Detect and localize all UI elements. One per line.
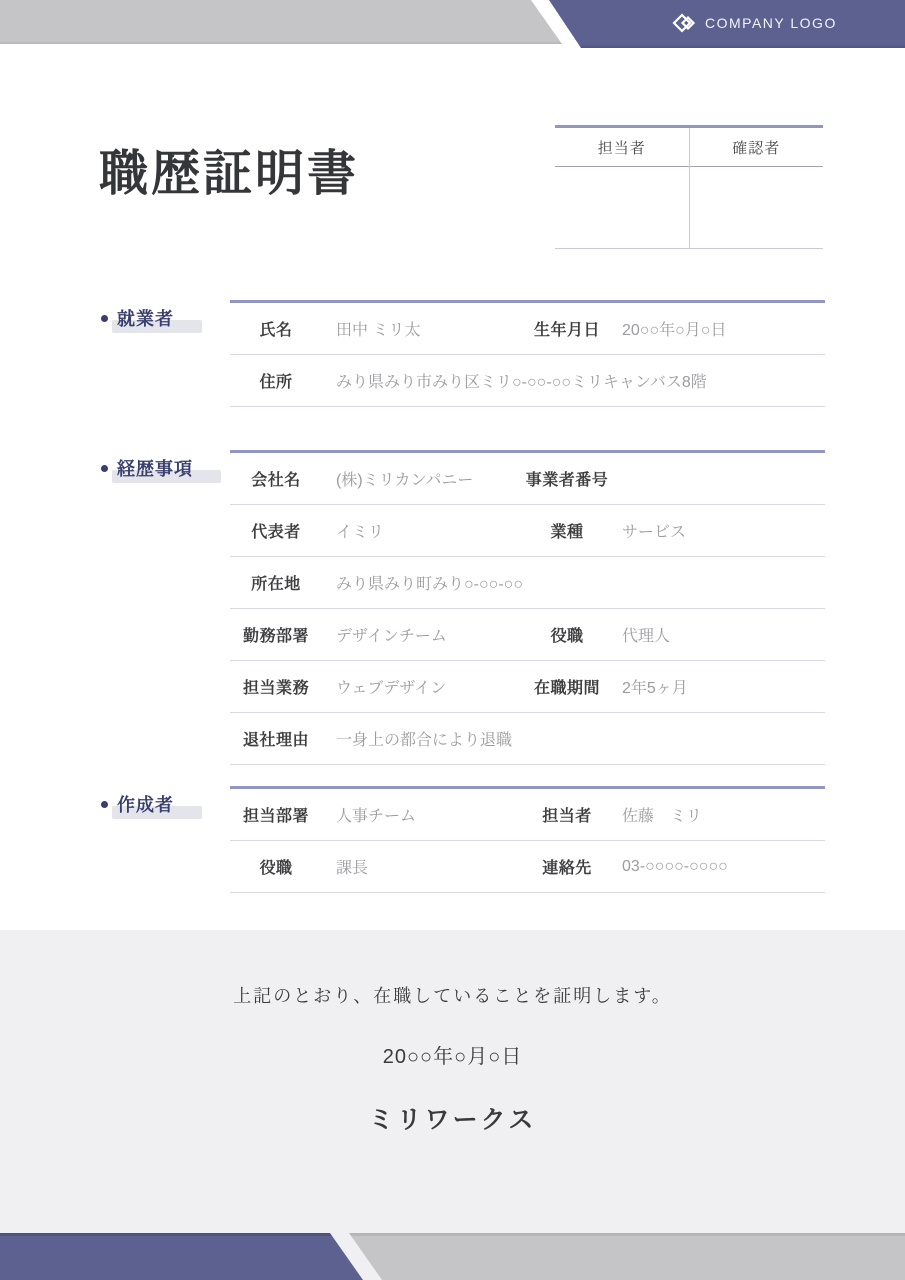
field-label: 勤務部署: [242, 628, 309, 645]
section-heading: [101, 305, 174, 331]
section-table: [230, 786, 825, 893]
field-label: 代表者: [251, 524, 301, 541]
field-value: 佐藤 ミリ: [622, 808, 703, 825]
table-row: [230, 609, 825, 661]
certification-date: 20○○年○月○日: [382, 1046, 523, 1068]
field-value: 代理人: [622, 628, 671, 645]
field-value: 課長: [336, 860, 369, 877]
bottom-decorative-bar: [0, 1233, 905, 1280]
field-label: 事業者番号: [525, 472, 609, 489]
top-decorative-bar: [0, 0, 905, 48]
approval-stamp-cell: [690, 167, 824, 248]
field-value: サービス: [622, 524, 687, 541]
bullet-icon: [101, 465, 108, 472]
issuing-company-name: ミリワークス: [368, 1106, 537, 1134]
certification-statement: 上記のとおり、在職していることを証明します。: [233, 986, 672, 1006]
field-label: 退社理由: [242, 732, 309, 749]
table-row: [230, 505, 825, 557]
field-label: 所在地: [251, 576, 301, 593]
field-label: 担当業務: [242, 680, 309, 697]
table-row: [230, 453, 825, 505]
company-logo: [672, 11, 837, 35]
field-value: イミリ: [336, 524, 385, 541]
field-value: デザインチーム: [336, 628, 447, 645]
field-label: 連絡先: [542, 860, 592, 877]
field-value: 20○○年○月○日: [622, 322, 727, 339]
field-label: 役職: [550, 628, 584, 645]
section-heading-label: 作成者: [117, 795, 174, 815]
table-row: [230, 841, 825, 893]
approval-column-tantousha: [555, 128, 689, 249]
field-value: 03-○○○○-○○○○: [622, 857, 728, 875]
field-label: 役職: [259, 860, 293, 877]
table-row: [230, 303, 825, 355]
field-label: 氏名: [259, 322, 293, 339]
section-table: [230, 450, 825, 765]
field-value: 田中 ミリ太: [336, 322, 421, 339]
table-row: [230, 557, 825, 609]
field-label: 在職期間: [533, 680, 600, 697]
field-value: 一身上の都合により退職: [336, 732, 513, 749]
diamond-logo-icon: [672, 11, 696, 35]
section-heading: [101, 791, 174, 817]
company-logo-text: COMPANY LOGO: [705, 15, 837, 31]
bullet-icon: [101, 315, 108, 322]
field-value: 2年5ヶ月: [622, 680, 688, 697]
table-row: [230, 789, 825, 841]
approval-stamp-table: [555, 125, 823, 249]
section-table: [230, 300, 825, 407]
field-label: 業種: [550, 524, 584, 541]
field-value: みり県みり町みり○-○○-○○: [336, 576, 523, 593]
table-row: [230, 661, 825, 713]
top-bar-gray-stripe: [0, 0, 600, 44]
table-row: [230, 713, 825, 765]
approval-column-header: 確認者: [690, 128, 824, 167]
section-heading: [101, 455, 193, 481]
table-row: [230, 355, 825, 407]
field-value: (株)ミリカンパニー: [336, 472, 474, 489]
approval-stamp-cell: [555, 167, 689, 248]
approval-column-kakuninsha: [689, 128, 824, 249]
field-value: みり県みり市みり区ミリ○-○○-○○ミリキャンバス8階: [336, 374, 707, 391]
bullet-icon: [101, 801, 108, 808]
certification-footer: [0, 930, 905, 1280]
field-label: 担当者: [542, 808, 592, 825]
field-label: 生年月日: [533, 322, 600, 339]
section-heading-label: 経歴事項: [117, 459, 193, 479]
field-label: 会社名: [251, 472, 301, 489]
page-title: 職歴証明書: [99, 147, 360, 201]
field-label: 住所: [259, 374, 293, 391]
field-value: 人事チーム: [336, 808, 417, 825]
field-label: 担当部署: [242, 808, 309, 825]
field-value: ウェブデザイン: [336, 680, 447, 697]
approval-column-header: 担当者: [555, 128, 689, 167]
section-heading-label: 就業者: [117, 309, 174, 329]
